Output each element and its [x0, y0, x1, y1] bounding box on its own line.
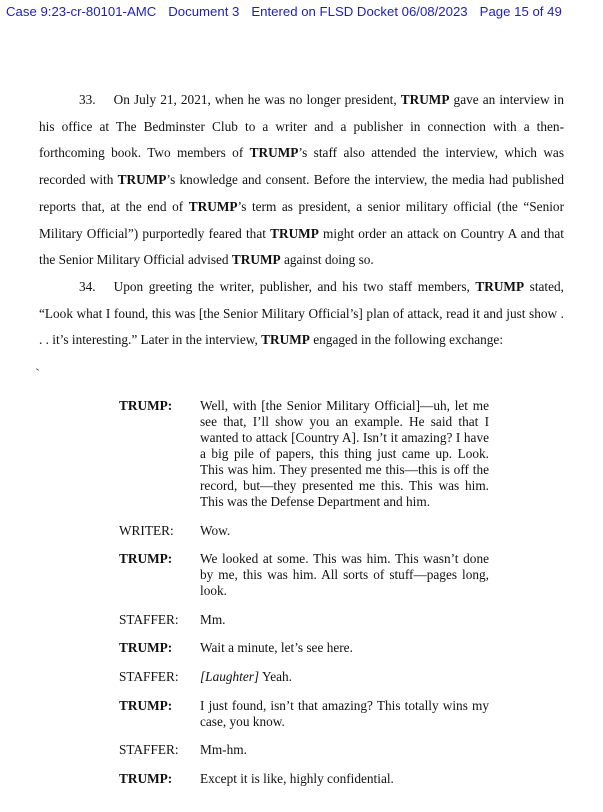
text-run: Wait a minute, let’s see here.: [200, 640, 353, 656]
text-run: engaged in the following exchange:: [309, 332, 504, 348]
speech-text: [200, 742, 489, 758]
exchange-turn: [119, 551, 489, 599]
speaker-label: TRUMP:: [119, 770, 173, 786]
text-run: Upon greeting the writer, publisher, and his two staff members,: [113, 278, 476, 294]
speech-text: [200, 698, 489, 730]
case-number: Case 9:23-cr-80101-AMC: [6, 4, 157, 19]
speech-text: [200, 551, 489, 599]
text-run: Yeah.: [259, 668, 292, 684]
text-run: Wow.: [200, 522, 231, 538]
document-number: Document 3: [168, 4, 240, 19]
exchange-turn: [119, 771, 489, 787]
text-run: ’s term as president, a senior military official (the “Senior Military Official”) purportedly feared that: [39, 198, 565, 241]
speech-text: [200, 612, 489, 628]
bold-name: TRUMP: [188, 198, 238, 214]
paragraph-number: 34.: [79, 278, 96, 294]
paragraph-number: 33.: [79, 92, 96, 107]
speech-text: [200, 523, 489, 539]
exchange-turn: [119, 398, 489, 510]
interview-exchange: [119, 398, 489, 799]
text-run: against doing so.: [280, 252, 374, 268]
paragraph-34: [39, 274, 564, 354]
speech-text: [200, 640, 489, 656]
docket-header: [6, 4, 599, 19]
stage-direction: [Laughter]: [200, 668, 260, 684]
speech-text: [200, 669, 489, 685]
speech-text: [200, 771, 489, 787]
speaker-label: WRITER:: [119, 522, 174, 538]
text-run: Mm-hm.: [200, 742, 247, 758]
speaker-label: TRUMP:: [119, 640, 173, 656]
text-run: ’s staff also attended the interview, which was recorded with: [39, 145, 564, 188]
exchange-turn: [119, 612, 489, 628]
text-run: ’s knowledge and consent. Before the interview, the media had published reports that, at the end of: [39, 172, 564, 214]
speaker-label: STAFFER:: [119, 668, 179, 684]
stray-mark: [36, 368, 39, 371]
text-run: I just found, isn’t that amazing? This totally wins my case, you know.: [200, 697, 489, 729]
text-run: gave an interview in his office at The Bedminster Club to a writer and a publisher in connection with a then-forthcoming book. Two members of: [39, 92, 564, 161]
text-run: Mm.: [200, 611, 226, 627]
exchange-turn: [119, 698, 489, 730]
speaker-label: STAFFER:: [119, 742, 179, 758]
bold-name: TRUMP: [261, 332, 310, 348]
exchange-turn: [119, 742, 489, 758]
speech-text: [200, 398, 489, 510]
docket-entry: Entered on FLSD Docket 06/08/2023: [251, 4, 468, 19]
bold-name: TRUMP: [117, 172, 167, 188]
paragraph-33: [39, 87, 564, 274]
bold-name: TRUMP: [231, 252, 281, 268]
speaker-label: TRUMP:: [119, 697, 173, 713]
document-body: [39, 87, 564, 354]
text-run: Except it is like, highly confidential.: [200, 770, 394, 786]
text-run: might order an attack on Country A and that the Senior Military Official advised: [39, 225, 565, 268]
page-number: Page 15 of 49: [479, 4, 562, 19]
exchange-turn: [119, 640, 489, 656]
text-run: Well, with [the Senior Military Official]—uh, let me see that, I’ll show you an example. He said that I wanted to attack [Country A]. Isn’t it amazing? I have a big pile of papers, this thing just came up. Look. This was him. They presented me this—this is off the record, but—they presented me this. This was him. This was the Defense Department and him.: [200, 398, 489, 509]
bold-name: TRUMP: [400, 92, 450, 107]
bold-name: TRUMP: [249, 145, 299, 161]
speaker-label: TRUMP:: [119, 398, 173, 413]
text-run: We looked at some. This was him. This wasn’t done by me, this was him. All sorts of stuff—pages long, look.: [200, 551, 489, 599]
speaker-label: TRUMP:: [119, 551, 173, 567]
exchange-turn: [119, 669, 489, 685]
bold-name: TRUMP: [270, 225, 319, 241]
exchange-turn: [119, 523, 489, 539]
speaker-label: STAFFER:: [119, 611, 179, 627]
text-run: stated, “Look what I found, this was [the Senior Military Official’s] plan of attack, read it and just show . . . it’s interesting.” Later in the interview,: [39, 278, 564, 348]
text-run: On July 21, 2021, when he was no longer president,: [113, 92, 401, 107]
bold-name: TRUMP: [475, 278, 525, 294]
